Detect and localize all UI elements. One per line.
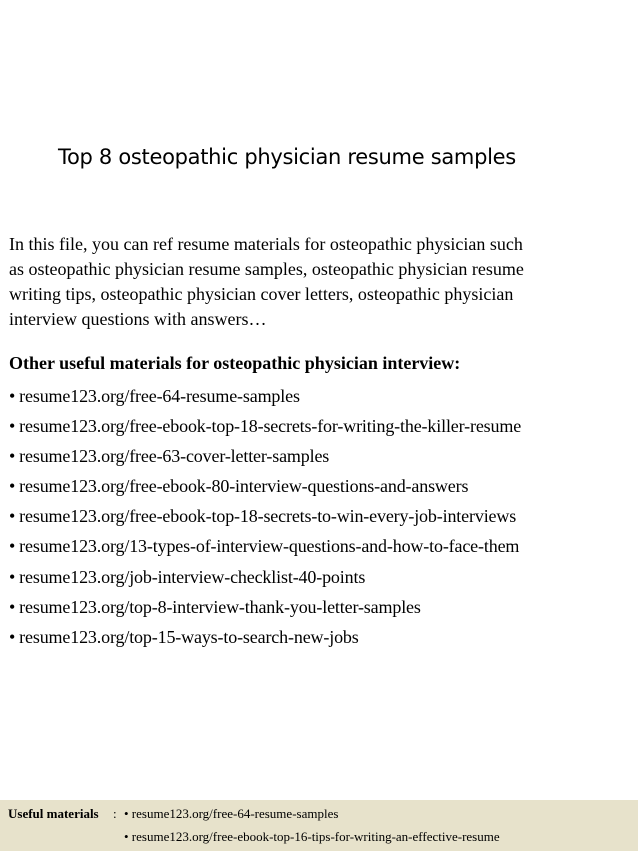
list-item: [9, 592, 634, 622]
list-item: [9, 381, 634, 411]
resource-link[interactable]: resume123.org/13-types-of-interview-questions-and-how-to-face-them: [19, 536, 520, 557]
list-item: [9, 471, 634, 501]
list-item: [9, 622, 634, 652]
list-item: [9, 531, 634, 561]
resource-link[interactable]: resume123.org/top-15-ways-to-search-new-jobs: [19, 626, 359, 647]
footer-label: Useful materials: [8, 806, 99, 821]
intro-paragraph: [9, 232, 629, 332]
bullet-icon: •: [9, 446, 16, 467]
bullet-icon: •: [9, 506, 16, 527]
list-item: [9, 501, 634, 531]
intro-line: interview questions with answers…: [9, 309, 267, 329]
bullet-icon: •: [9, 416, 16, 437]
resource-link[interactable]: resume123.org/free-63-cover-letter-samples: [19, 446, 330, 467]
materials-subheading: Other useful materials for osteopathic physician interview:: [9, 353, 461, 373]
resource-link[interactable]: resume123.org/job-interview-checklist-40-points: [19, 566, 366, 587]
resource-link[interactable]: resume123.org/top-8-interview-thank-you-letter-samples: [19, 596, 421, 617]
bullet-icon: •: [9, 386, 16, 406]
footer-separator: :: [113, 806, 117, 821]
list-item: [9, 562, 634, 592]
bullet-icon: •: [9, 566, 16, 587]
bullet-icon: •: [9, 536, 16, 557]
footer-link[interactable]: • resume123.org/free-64-resume-samples: [124, 806, 339, 821]
bullet-icon: •: [9, 626, 16, 647]
list-item: [9, 411, 634, 441]
resource-link[interactable]: resume123.org/free-64-resume-samples: [19, 386, 300, 406]
intro-line: In this file, you can ref resume materials for osteopathic physician such: [9, 234, 523, 254]
bullet-icon: •: [9, 596, 16, 617]
page-title: Top 8 osteopathic physician resume samples: [58, 145, 516, 169]
materials-link-list: [9, 381, 634, 652]
intro-line: writing tips, osteopathic physician cover letters, osteopathic physician: [9, 284, 514, 304]
bullet-icon: •: [9, 476, 16, 497]
intro-line: as osteopathic physician resume samples, osteopathic physician resume: [9, 259, 524, 279]
footer-link[interactable]: • resume123.org/free-ebook-top-16-tips-for-writing-an-effective-resume: [124, 829, 500, 844]
footer-bar: [0, 800, 638, 851]
resource-link[interactable]: resume123.org/free-ebook-top-18-secrets-to-win-every-job-interviews: [19, 506, 517, 527]
list-item: [9, 441, 634, 471]
resource-link[interactable]: resume123.org/free-ebook-top-18-secrets-for-writing-the-killer-resume: [19, 416, 522, 437]
resource-link[interactable]: resume123.org/free-ebook-80-interview-questions-and-answers: [19, 476, 469, 497]
